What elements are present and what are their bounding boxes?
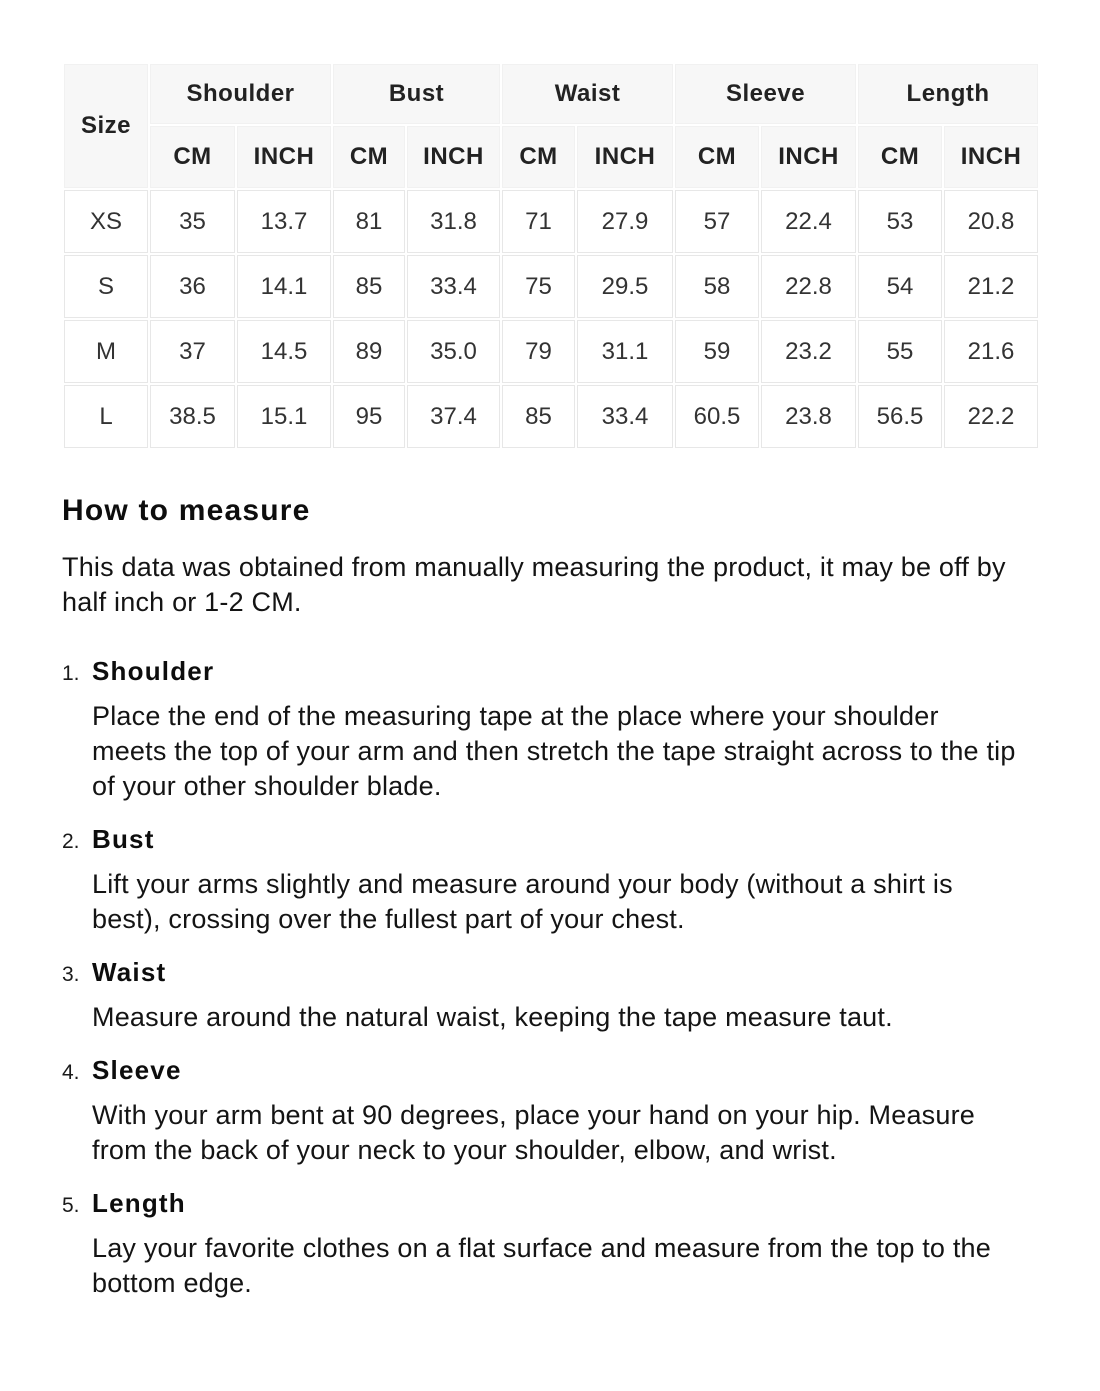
unit-header-inch: INCH [577, 126, 673, 188]
measurement-cell: 35 [150, 190, 235, 253]
step-term: Sleeve [92, 1055, 182, 1085]
step-term-row [62, 1188, 1042, 1218]
measurement-cell: 29.5 [577, 255, 673, 318]
measurement-cell: 81 [333, 190, 405, 253]
size-row-header: XS [64, 190, 148, 253]
unit-header-inch: INCH [407, 126, 500, 188]
step-term-row [62, 1055, 1042, 1085]
measurement-cell: 23.2 [761, 320, 856, 383]
table-row [64, 385, 1038, 448]
step-description: Place the end of the measuring tape at the place where your shoulder meets the top of your arm and then stretch the tape straight across to the tip of your other shoulder blade. [92, 701, 1016, 801]
unit-header-inch: INCH [761, 126, 856, 188]
step-number: 1. [62, 662, 80, 685]
size-row-header: S [64, 255, 148, 318]
step-term: Bust [92, 824, 155, 854]
table-row [64, 255, 1038, 318]
measurement-cell: 31.8 [407, 190, 500, 253]
step-description: Lay your favorite clothes on a flat surface and measure from the top to the bottom edge. [92, 1233, 991, 1298]
measurement-cell: 22.4 [761, 190, 856, 253]
unit-header-cm: CM [150, 126, 235, 188]
measurement-cell: 57 [675, 190, 759, 253]
measurement-cell: 37 [150, 320, 235, 383]
measurement-cell: 95 [333, 385, 405, 448]
measurement-cell: 55 [858, 320, 942, 383]
measurement-cell: 13.7 [237, 190, 331, 253]
step-term-row [62, 957, 1042, 987]
measurement-cell: 21.2 [944, 255, 1038, 318]
measurement-cell: 58 [675, 255, 759, 318]
table-row [64, 190, 1038, 253]
measure-step-waist [62, 957, 1042, 1035]
step-description: Lift your arms slightly and measure around your body (without a shirt is best), crossing over the fullest part of your chest. [92, 869, 953, 934]
how-to-measure-heading: How to measure [62, 494, 311, 527]
step-number: 2. [62, 830, 80, 853]
unit-header-cm: CM [675, 126, 759, 188]
measurement-cell: 35.0 [407, 320, 500, 383]
measurement-cell: 14.5 [237, 320, 331, 383]
measure-intro-text: This data was obtained from manually measuring the product, it may be off by half inch or 1-2 CM. [62, 552, 1006, 617]
unit-header-cm: CM [858, 126, 942, 188]
unit-header-inch: INCH [237, 126, 331, 188]
step-term: Shoulder [92, 656, 215, 686]
measurement-cell: 36 [150, 255, 235, 318]
table-row [64, 320, 1038, 383]
measure-step-shoulder [62, 656, 1042, 804]
size-row-header: M [64, 320, 148, 383]
measurement-cell: 71 [502, 190, 575, 253]
measurement-cell: 33.4 [577, 385, 673, 448]
measurement-cell: 60.5 [675, 385, 759, 448]
measurement-cell: 20.8 [944, 190, 1038, 253]
step-term-row [62, 656, 1042, 686]
group-header-sleeve: Sleeve [675, 64, 856, 124]
group-header-shoulder: Shoulder [150, 64, 331, 124]
group-header-length: Length [858, 64, 1038, 124]
step-description: With your arm bent at 90 degrees, place your hand on your hip. Measure from the back of your neck to your shoulder, elbow, and wrist. [92, 1100, 975, 1165]
step-number: 4. [62, 1061, 80, 1084]
measurement-cell: 23.8 [761, 385, 856, 448]
measurement-cell: 22.2 [944, 385, 1038, 448]
measurement-cell: 75 [502, 255, 575, 318]
measure-steps-list [62, 656, 1042, 1301]
measurement-cell: 37.4 [407, 385, 500, 448]
unit-header-cm: CM [502, 126, 575, 188]
measurement-cell: 56.5 [858, 385, 942, 448]
size-chart-table [62, 62, 1040, 450]
measurement-cell: 79 [502, 320, 575, 383]
measurement-cell: 22.8 [761, 255, 856, 318]
measurement-cell: 38.5 [150, 385, 235, 448]
measurement-cell: 85 [502, 385, 575, 448]
group-header-waist: Waist [502, 64, 673, 124]
measurement-cell: 85 [333, 255, 405, 318]
measurement-cell: 14.1 [237, 255, 331, 318]
measurement-cell: 27.9 [577, 190, 673, 253]
measurement-cell: 54 [858, 255, 942, 318]
measurement-cell: 21.6 [944, 320, 1038, 383]
measure-step-sleeve [62, 1055, 1042, 1168]
step-number: 3. [62, 963, 80, 986]
size-corner-header: Size [64, 64, 148, 188]
measurement-cell: 59 [675, 320, 759, 383]
group-header-bust: Bust [333, 64, 500, 124]
measurement-cell: 53 [858, 190, 942, 253]
unit-header-inch: INCH [944, 126, 1038, 188]
measurement-cell: 33.4 [407, 255, 500, 318]
step-description: Measure around the natural waist, keeping the tape measure taut. [92, 1002, 893, 1032]
step-term: Length [92, 1188, 186, 1218]
measurement-cell: 15.1 [237, 385, 331, 448]
step-number: 5. [62, 1194, 80, 1217]
size-row-header: L [64, 385, 148, 448]
measure-step-bust [62, 824, 1042, 937]
measure-step-length [62, 1188, 1042, 1301]
step-term-row [62, 824, 1042, 854]
measurement-cell: 89 [333, 320, 405, 383]
unit-header-cm: CM [333, 126, 405, 188]
step-term: Waist [92, 957, 167, 987]
measurement-cell: 31.1 [577, 320, 673, 383]
